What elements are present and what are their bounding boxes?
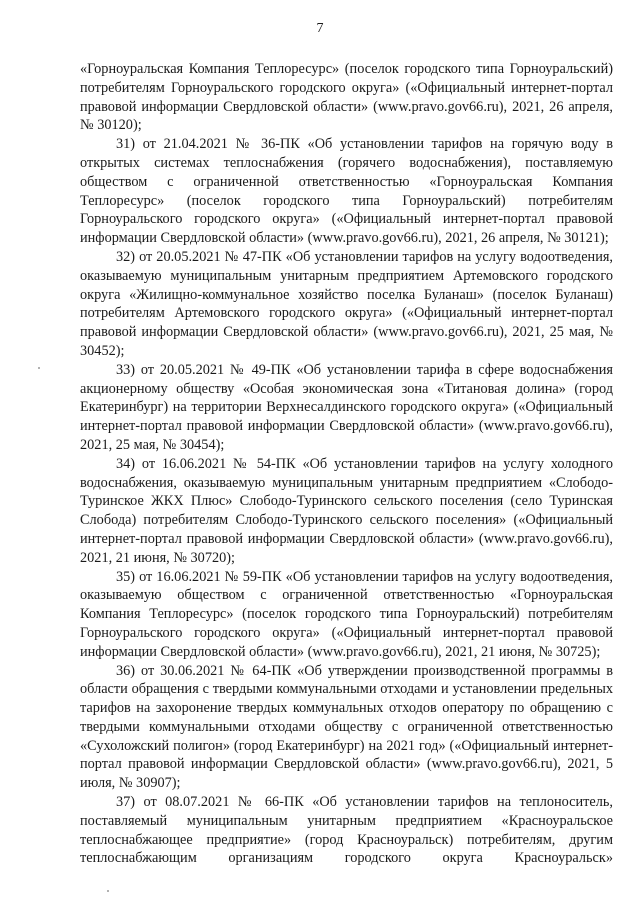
paragraph-item-37: 37) от 08.07.2021 № 66-ПК «Об установлении тарифов на теплоноситель, поставляемый муниципальным унитарным предприятием «Красноуральское теплоснабжающее предприятие» (город Красноуральск) потребителям, другим теплоснабжающим организациям городского округа Красноуральск» <box>80 794 613 867</box>
paragraph-item-36: 36) от 30.06.2021 № 64-ПК «Об утверждении производственной программы в области обращения с твердыми коммунальными отходами и установлении предельных тарифов на захоронение твердых коммунальных отходов оператору по обращению с твердыми коммунальными отходами обществу с ограниченной ответственностью «Сухоложский полигон» (город Екатеринбург) на 2021 год» («Официальный интернет-портал правовой информации Свердловской области» (www.pravo.gov66.ru), 2021, 5 июля, № 30907); <box>80 662 613 792</box>
page-number: 7 <box>316 21 324 36</box>
scan-speck <box>38 367 40 369</box>
paragraph-item-35: 35) от 16.06.2021 № 59-ПК «Об установлении тарифов на услугу водоотведения, оказываемую обществом с ограниченной ответственностью «Горноуральская Компания Теплоресурс» (поселок городского типа Горноуральский) потребителям Горноуральского городского округа» («Официальный интернет-портал правовой информации Свердловской области» (www.pravo.gov66.ru), 2021, 21 июня, № 30725); <box>80 568 613 660</box>
paragraph-item-31: 31) от 21.04.2021 № 36-ПК «Об установлении тарифов на горячую воду в открытых системах теплоснабжения (горячего водоснабжения), поставляемую обществом с ограниченной ответственностью «Горноуральская Компания Теплоресурс» (поселок городского типа Горноуральский) потребителям Горноуральского городского округа» («Официальный интернет-портал правовой информации Свердловской области» (www.pravo.gov66.ru), 2021, 26 апреля, № 30121); <box>80 136 613 247</box>
paragraph-item-32: 32) от 20.05.2021 № 47-ПК «Об установлении тарифов на услугу водоотведения, оказываемую муниципальным унитарным предприятием Артемовского городского округа «Жилищно-коммунальное хозяйство поселка Буланаш» (поселок Буланаш) потребителям Артемовского городского округа» («Официальный интернет-портал правовой информации Свердловской области» (www.pravo.gov66.ru), 2021, 25 мая, № 30452); <box>80 248 613 359</box>
scan-speck <box>107 890 109 892</box>
paragraph-item-34: 34) от 16.06.2021 № 54-ПК «Об установлении тарифов на услугу холодного водоснабжения, оказываемую муниципальным унитарным предприятием «Слободо-Туринское ЖКХ Плюс» Слободо-Туринского сельского поселения (село Туринская Слобода) потребителям Слободо-Туринского сельского поселения» («Официальный интернет-портал правовой информации Свердловской области» (www.pravo.gov66.ru), 2021, 21 июня, № 30720); <box>80 455 613 566</box>
document-body <box>80 60 613 868</box>
paragraph-continuation-30: «Горноуральская Компания Теплоресурс» (поселок городского типа Горноуральский) потребителям Горноуральского городского округа» («Официальный интернет-портал правовой информации Свердловской области» (www.pravo.gov66.ru), 2021, 26 апреля, № 30120); <box>80 61 613 134</box>
paragraph-item-33: 33) от 20.05.2021 № 49-ПК «Об установлении тарифа в сфере водоснабжения акционерному обществу «Особая экономическая зона «Титановая долина» (город Екатеринбург) на территории Верхнесалдинского городского округа» («Официальный интернет-портал правовой информации Свердловской области» (www.pravo.gov66.ru), 2021, 25 мая, № 30454); <box>80 361 613 453</box>
